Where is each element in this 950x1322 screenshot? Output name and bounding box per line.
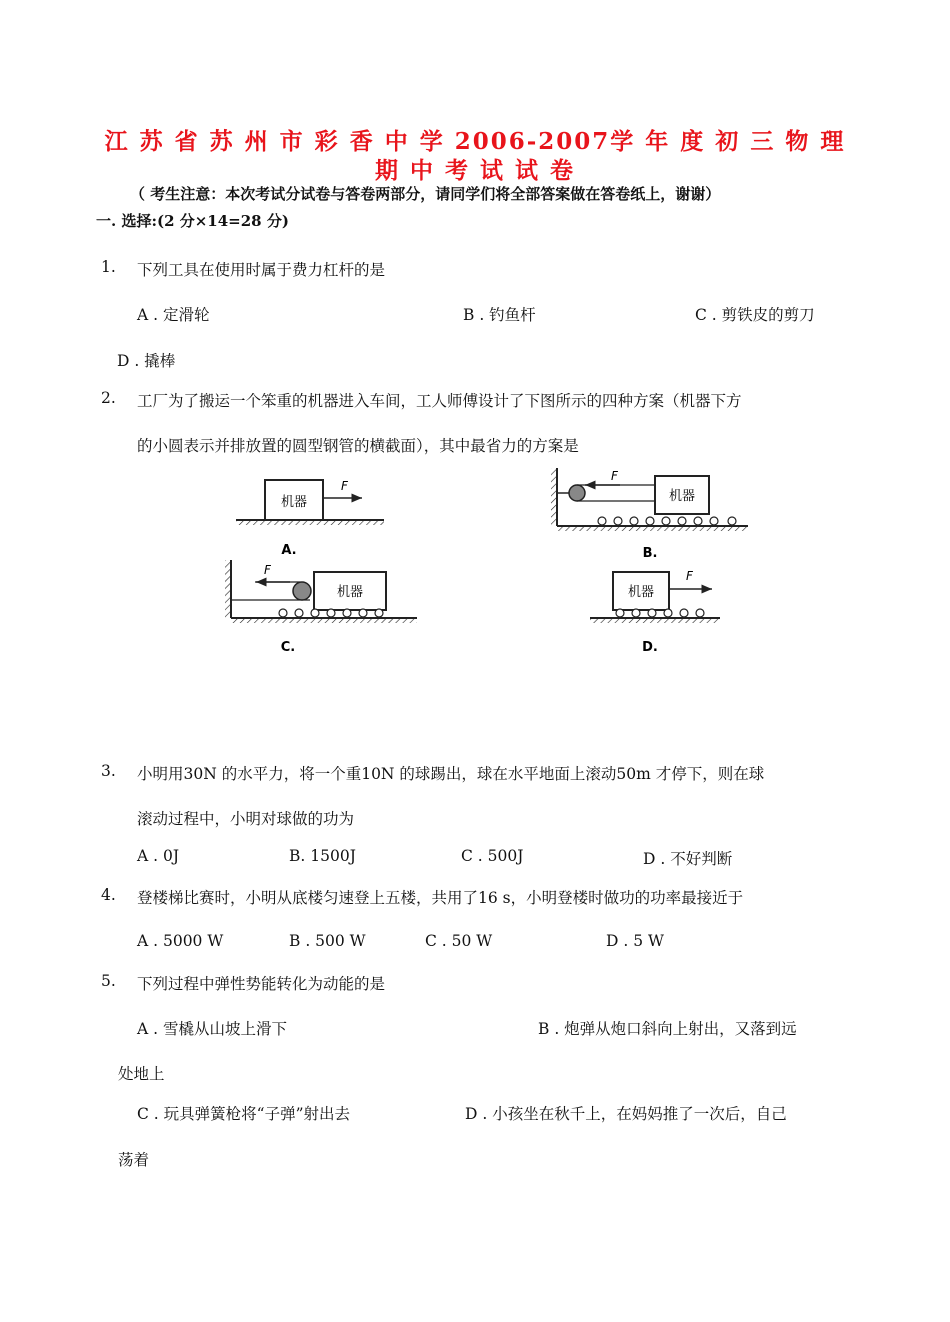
q1-option-d: D . 撬棒 [117, 352, 176, 370]
q4-option-d: D . 5 W [606, 932, 664, 950]
figure-panel-c [225, 560, 417, 655]
section-heading: 一. 选择:(2 分×14=28 分) [96, 212, 289, 230]
q5-option-d-continued: 荡着 [118, 1151, 150, 1169]
pulley [293, 582, 311, 600]
q2-stem-line2: 的小圆表示并排放置的圆型钢管的横截面），其中最省力的方案是 [137, 437, 579, 455]
force-label: F [611, 469, 618, 483]
q3-option-d: D . 不好判断 [643, 850, 733, 868]
q3-option-c: C . 500J [461, 847, 524, 865]
q1-option-b: B . 钓鱼杆 [463, 306, 536, 324]
q1-option-c: C . 剪铁皮的剪刀 [695, 306, 815, 324]
figure-panel-b [551, 468, 748, 561]
q1-option-a: A . 定滑轮 [137, 306, 210, 324]
q5-option-b-continued: 处地上 [118, 1065, 165, 1083]
q5-option-b: B . 炮弹从炮口斜向上射出，又落到远 [538, 1020, 797, 1038]
q4-option-b: B . 500 W [289, 932, 366, 950]
machine-label: 机器 [336, 585, 364, 600]
q4-option-c: C . 50 W [425, 932, 493, 950]
force-label: F [341, 479, 348, 493]
exam-title-line1: 江 苏 省 苏 州 市 彩 香 中 学 2006-2007学 年 度 初 三 物 理 [104, 128, 846, 155]
q5-option-d: D . 小孩坐在秋千上，在妈妈推了一次后，自己 [465, 1105, 787, 1123]
force-label: F [264, 563, 271, 577]
pulley [569, 485, 585, 501]
q3-number: 3. [101, 762, 116, 780]
force-label: F [686, 569, 693, 583]
q4-number: 4. [101, 886, 116, 904]
q4-option-a: A . 5000 W [137, 932, 224, 950]
q5-stem: 下列过程中弹性势能转化为动能的是 [137, 975, 386, 993]
figure-panel-a [236, 479, 384, 558]
panel-label-c: C. [280, 640, 296, 655]
q3-option-a: A . 0J [137, 847, 180, 865]
q2-number: 2. [101, 389, 116, 407]
q2-figure [0, 460, 950, 670]
panel-label-d: D. [642, 640, 658, 655]
panel-label-a: A. [281, 543, 297, 558]
machine-label: 机器 [668, 489, 696, 504]
q3-option-b: B. 1500J [289, 847, 356, 865]
rollers [598, 517, 736, 525]
q1-number: 1. [101, 258, 116, 276]
exam-notice: （ 考生注意：本次考试分试卷与答卷两部分，请同学们将全部答案做在答卷纸上，谢谢） [130, 185, 721, 203]
q5-number: 5. [101, 972, 116, 990]
q5-option-a: A . 雪橇从山坡上滑下 [137, 1020, 287, 1038]
machine-label: 机器 [280, 495, 308, 510]
q3-stem-line1: 小明用30N 的水平力，将一个重10N 的球踢出，球在水平地面上滚动50m 才停下，则在球 [137, 765, 765, 783]
machine-label: 机器 [627, 585, 655, 600]
q5-option-c: C . 玩具弹簧枪将“子弹”射出去 [137, 1105, 350, 1123]
exam-title-line2: 期 中 考 试 试 卷 [374, 157, 576, 184]
q3-stem-line2: 滚动过程中，小明对球做的功为 [137, 810, 355, 828]
q4-stem: 登楼梯比赛时，小明从底楼匀速登上五楼，共用了16 s，小明登楼时做功的功率最接近于 [137, 889, 744, 907]
q1-stem: 下列工具在使用时属于费力杠杆的是 [137, 261, 386, 279]
q2-stem-line1: 工厂为了搬运一个笨重的机器进入车间，工人师傅设计了下图所示的四种方案（机器下方 [137, 392, 742, 410]
figure-panel-d [590, 569, 720, 655]
panel-label-b: B. [642, 546, 658, 561]
